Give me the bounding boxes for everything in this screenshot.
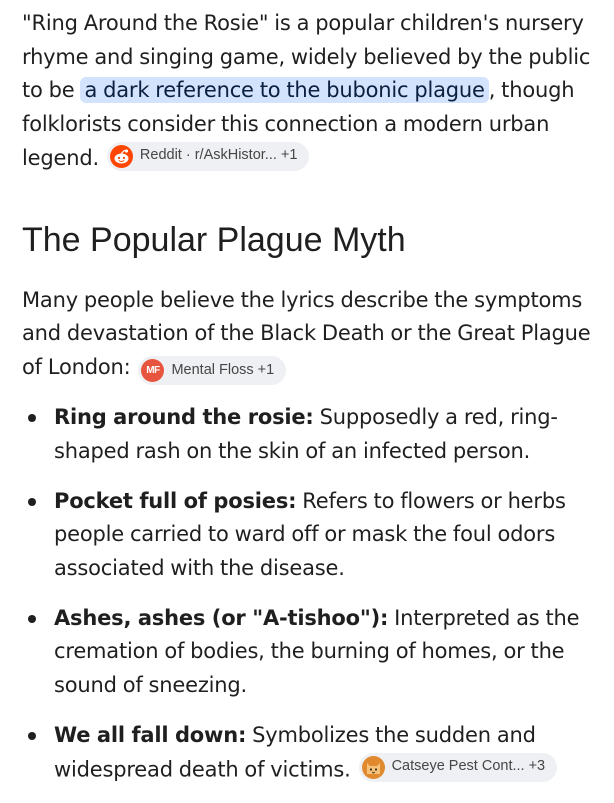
bullet-icon [28,498,36,506]
list-item-term: We all fall down: [54,722,247,747]
section-lead-text: Many people believe the lyrics describe the symptoms and devastation of the Black Death or the Great Plague of London: [22,287,591,379]
section-lead-paragraph [22,284,604,386]
intro-text-after: , though folklorists consider this connection a modern urban legend. [22,78,575,170]
list-item [22,485,604,586]
cat-icon [362,756,385,779]
section-heading: The Popular Plague Myth [22,220,406,259]
source-chip-mental-floss[interactable] [138,356,286,385]
list-item-term: Pocket full of posies: [54,488,297,513]
list-item [22,602,604,703]
highlighted-claim[interactable]: a dark reference to the bubonic plague [80,77,488,103]
lyrics-interpretation-list [22,401,604,787]
list-item [22,401,604,468]
source-chip-reddit[interactable] [107,142,310,171]
list-item-text: Supposedly a red, ring-shaped rash on the skin of an infected person. [54,405,558,463]
list-item-text: Refers to flowers or herbs people carried to ward off or mask the foul odors associated with the disease. [54,488,566,581]
list-item-term: Ashes, ashes (or "A-tishoo"): [54,605,389,630]
intro-paragraph [22,7,604,176]
source-chip-label: Reddit · r/AskHistor... +1 [139,147,298,164]
source-chip-label: Catseye Pest Cont... +3 [391,758,546,775]
list-item-text: Symbolizes the sudden and widespread death of victims. [54,722,536,782]
ai-overview-content [22,0,604,803]
intro-text-before: "Ring Around the Rosie" is a popular children's nursery rhyme and singing game, widely believed by the public to be [22,11,591,103]
bullet-icon [28,414,36,422]
source-chip-label: Mental Floss +1 [171,361,275,378]
reddit-icon [110,145,133,168]
mental-floss-icon: MF [141,359,164,382]
list-item-term: Ring around the rosie: [54,405,314,430]
list-item-text: Interpreted as the cremation of bodies, the burning of homes, or the sound of sneezing. [54,605,580,698]
source-chip-catseye[interactable] [359,753,558,782]
list-item [22,719,604,787]
bullet-icon [28,615,36,623]
bullet-icon [28,732,36,740]
